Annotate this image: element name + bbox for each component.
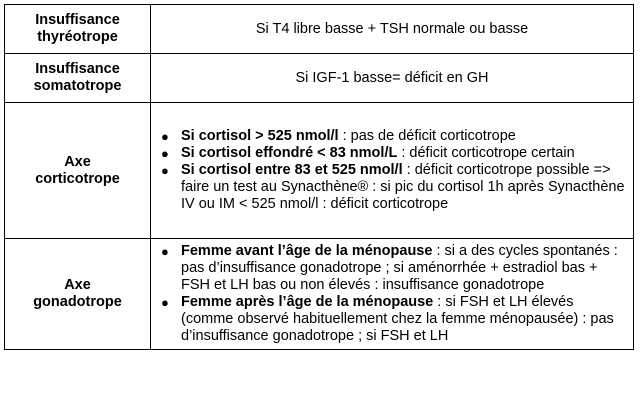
list-item-bold: Femme avant l’âge de la ménopause bbox=[181, 243, 433, 259]
list-item-bold: Femme après l’âge de la ménopause bbox=[181, 294, 434, 310]
row-header bbox=[5, 103, 151, 239]
bullet-icon: ● bbox=[161, 146, 169, 161]
bullet-icon: ● bbox=[161, 163, 169, 178]
bullet-list bbox=[153, 243, 625, 345]
row-header-line: somatotrope bbox=[33, 78, 122, 94]
document-table-container bbox=[4, 4, 634, 403]
bullet-icon: ● bbox=[161, 295, 169, 310]
row-header-line: Axe bbox=[64, 277, 91, 293]
row-content: Si IGF-1 basse= déficit en GH bbox=[151, 54, 634, 103]
list-item-text: : pas de déficit corticotrope bbox=[338, 128, 516, 144]
row-header bbox=[5, 54, 151, 103]
row-header-line: corticotrope bbox=[35, 170, 120, 187]
row-header-line: thyréotrope bbox=[37, 29, 118, 45]
row-header bbox=[5, 5, 151, 54]
list-item-text: : déficit corticotrope possible => faire un test au Synacthène® : si pic du cortisol 1h après Synacthène IV ou IM < 525 nmol/l : déficit corticotrope bbox=[181, 162, 625, 212]
list-item bbox=[161, 294, 625, 345]
bullet-icon: ● bbox=[161, 129, 169, 144]
bullet-icon: ● bbox=[161, 244, 169, 259]
list-item bbox=[161, 145, 625, 162]
table-row bbox=[5, 54, 634, 103]
list-item-bold: Si cortisol > 525 nmol/l bbox=[181, 128, 339, 144]
list-item bbox=[161, 162, 625, 213]
list-item-text: : si FSH et LH élevés (comme observé habituellement chez la femme ménopausée) : pas d’insuffisance gonadotrope ; si FSH et LH bbox=[181, 294, 614, 344]
row-header-line: gonadotrope bbox=[33, 294, 122, 310]
row-header bbox=[5, 239, 151, 350]
bullet-list bbox=[153, 128, 625, 213]
pituitary-insufficiency-table bbox=[4, 4, 634, 350]
list-item-text: : si a des cycles spontanés : pas d’insuffisance gonadotrope ; si aménorrhée + estradiol bas + FSH et LH bas ou non élevés : insuffisance gonadotrope bbox=[181, 243, 618, 293]
row-header-line: Insuffisance bbox=[35, 12, 120, 28]
list-item-bold: Si cortisol entre 83 et 525 nmol/l bbox=[181, 162, 403, 178]
list-item bbox=[161, 243, 625, 294]
table-row bbox=[5, 103, 634, 239]
list-item-text: : déficit corticotrope certain bbox=[397, 145, 575, 161]
row-content bbox=[151, 103, 634, 239]
row-header-line: Insuffisance bbox=[35, 61, 120, 77]
row-header-line: Axe bbox=[64, 153, 91, 170]
row-content: Si T4 libre basse + TSH normale ou basse bbox=[151, 5, 634, 54]
table-row bbox=[5, 239, 634, 350]
table-row bbox=[5, 5, 634, 54]
row-content bbox=[151, 239, 634, 350]
list-item-bold: Si cortisol effondré < 83 nmol/L bbox=[181, 145, 398, 161]
list-item bbox=[161, 128, 625, 145]
